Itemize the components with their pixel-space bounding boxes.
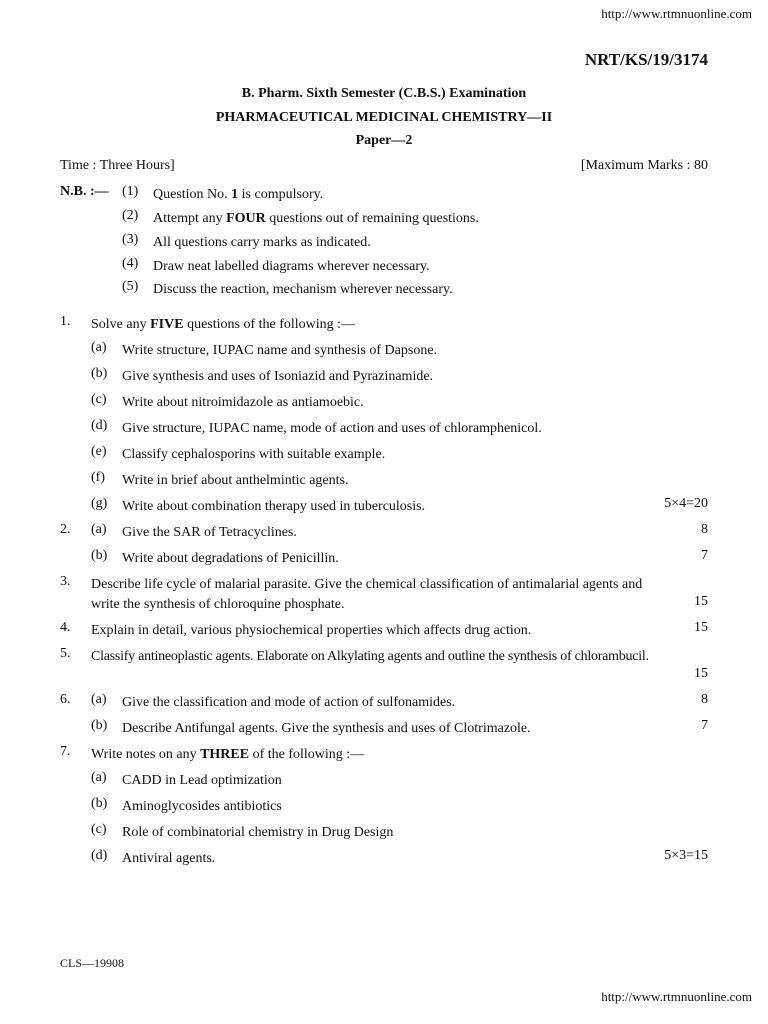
sub-question-label: (a): [91, 692, 107, 707]
sub-question: [60, 340, 708, 360]
sub-question-text: Give structure, IUPAC name, mode of action and uses of chloramphenicol.: [122, 421, 542, 436]
instruction-number: (4): [122, 256, 139, 271]
question-text: Solve any: [91, 317, 151, 332]
sub-question-text: Antiviral agents.: [122, 851, 216, 866]
sub-question: [60, 444, 708, 464]
instruction-emphasis: FOUR: [226, 211, 266, 226]
question-marks: 15: [694, 620, 708, 635]
question-number: 6.: [60, 692, 71, 707]
sub-question: [60, 548, 708, 568]
instruction-item: [60, 208, 708, 228]
instruction-item: [60, 279, 708, 299]
question-number: 2.: [60, 522, 71, 537]
instruction-text: is compulsory.: [238, 187, 324, 202]
instruction-item: [60, 184, 708, 204]
question-marks: 15: [694, 594, 708, 609]
instruction-text: Draw neat labelled diagrams wherever necessary.: [153, 259, 430, 274]
sub-question-text: Give the classification and mode of action of sulfonamides.: [122, 695, 456, 710]
sub-question-text: Give the SAR of Tetracyclines.: [122, 525, 297, 540]
question-7: [60, 744, 708, 764]
instruction-number: (1): [122, 184, 139, 199]
sub-question: [60, 822, 708, 842]
paper-number: Paper—2: [355, 133, 413, 148]
sub-question-text: Give synthesis and uses of Isoniazid and Pyrazinamide.: [122, 369, 434, 384]
nb-label: N.B. :—: [60, 184, 109, 199]
question-marks: 8: [701, 692, 708, 707]
sub-question-text: Write about nitroimidazole as antiamoebic.: [122, 395, 364, 410]
question-number: 4.: [60, 620, 71, 635]
question-text: Describe life cycle of malarial parasite. Give the chemical classification of antimalarial agents and: [91, 577, 643, 592]
subject-title: PHARMACEUTICAL MEDICINAL CHEMISTRY—II: [215, 110, 553, 125]
question-2: [60, 522, 708, 542]
sub-question-text: Role of combinatorial chemistry in Drug Design: [122, 825, 394, 840]
question-text: Classify antineoplastic agents. Elaborate on Alkylating agents and outline the synthesis of chlorambucil.: [91, 649, 649, 664]
sub-question-label: (a): [91, 770, 107, 785]
question-text: Explain in detail, various physiochemical properties which affects drug action.: [91, 623, 532, 638]
sub-question-label: (b): [91, 548, 108, 563]
paper-code: NRT/KS/19/3174: [584, 50, 708, 69]
sub-question-text: Describe Antifungal agents. Give the synthesis and uses of Clotrimazole.: [122, 721, 531, 736]
question-5-marks: [60, 666, 708, 686]
top-url-link[interactable]: http://www.rtmnuonline.com: [601, 6, 752, 21]
question-1: [60, 314, 708, 334]
sub-question-text: Write about degradations of Penicillin.: [122, 551, 339, 566]
question-3-continued: [60, 594, 708, 614]
sub-question-label: (e): [91, 444, 107, 459]
question-marks: 5×4=20: [664, 496, 708, 511]
instruction-item: [60, 256, 708, 276]
instruction-number: (2): [122, 208, 139, 223]
instruction-text: Question No.: [153, 187, 232, 202]
question-text: write the synthesis of chloroquine phosphate.: [91, 597, 345, 612]
sub-question-text: Write about combination therapy used in tuberculosis.: [122, 499, 426, 514]
instruction-emphasis: 1: [231, 187, 239, 202]
question-marks: 15: [694, 666, 708, 681]
sub-question-label: (d): [91, 848, 108, 863]
question-number: 7.: [60, 744, 71, 759]
sub-question-label: (a): [91, 340, 107, 355]
sub-question: [60, 470, 708, 490]
question-number: 3.: [60, 574, 71, 589]
footer-code: CLS—19908: [60, 956, 125, 970]
time-allowed: Time : Three Hours]: [60, 158, 175, 173]
question-marks: 5×3=15: [664, 848, 708, 863]
sub-question-label: (b): [91, 366, 108, 381]
sub-question: [60, 366, 708, 386]
sub-question-label: (b): [91, 796, 108, 811]
exam-title: B. Pharm. Sixth Semester (C.B.S.) Examination: [241, 86, 527, 101]
sub-question-label: (c): [91, 392, 107, 407]
instruction-number: (3): [122, 232, 139, 247]
question-6: [60, 692, 708, 712]
sub-question-label: (f): [91, 470, 105, 485]
sub-question-label: (a): [91, 522, 107, 537]
sub-question-text: Aminoglycosides antibiotics: [122, 799, 282, 814]
instruction-number: (5): [122, 279, 139, 294]
question-marks: 7: [701, 718, 708, 733]
sub-question-text: Write structure, IUPAC name and synthesis of Dapsone.: [122, 343, 438, 358]
maximum-marks: [Maximum Marks : 80: [580, 158, 708, 173]
question-text: Write notes on any: [91, 747, 201, 762]
question-number: 1.: [60, 314, 71, 329]
question-emphasis: FIVE: [150, 317, 184, 332]
instruction-text: questions out of remaining questions.: [265, 211, 479, 226]
question-emphasis: THREE: [200, 747, 250, 762]
sub-question-text: Classify cephalosporins with suitable example.: [122, 447, 386, 462]
sub-question-label: (b): [91, 718, 108, 733]
question-text: questions of the following :—: [183, 317, 356, 332]
sub-question-label: (c): [91, 822, 107, 837]
sub-question-text: Write in brief about anthelmintic agents.: [122, 473, 349, 488]
sub-question: [60, 718, 708, 738]
sub-question: [60, 770, 708, 790]
sub-question: [60, 418, 708, 438]
question-marks: 7: [701, 548, 708, 563]
sub-question: [60, 392, 708, 412]
sub-question: [60, 496, 708, 516]
question-3: [60, 574, 708, 594]
question-5: [60, 646, 708, 666]
sub-question-text: CADD in Lead optimization: [122, 773, 282, 788]
question-marks: 8: [701, 522, 708, 537]
question-number: 5.: [60, 646, 71, 661]
sub-question-label: (g): [91, 496, 108, 511]
instruction-item: [60, 232, 708, 252]
instruction-text: All questions carry marks as indicated.: [153, 235, 371, 250]
instruction-text: Attempt any: [153, 211, 227, 226]
question-text: of the following :—: [249, 747, 365, 762]
sub-question-label: (d): [91, 418, 108, 433]
sub-question: [60, 796, 708, 816]
sub-question: [60, 848, 708, 868]
bottom-url-link[interactable]: http://www.rtmnuonline.com: [601, 989, 752, 1004]
question-4: [60, 620, 708, 640]
instruction-text: Discuss the reaction, mechanism wherever necessary.: [153, 282, 453, 297]
